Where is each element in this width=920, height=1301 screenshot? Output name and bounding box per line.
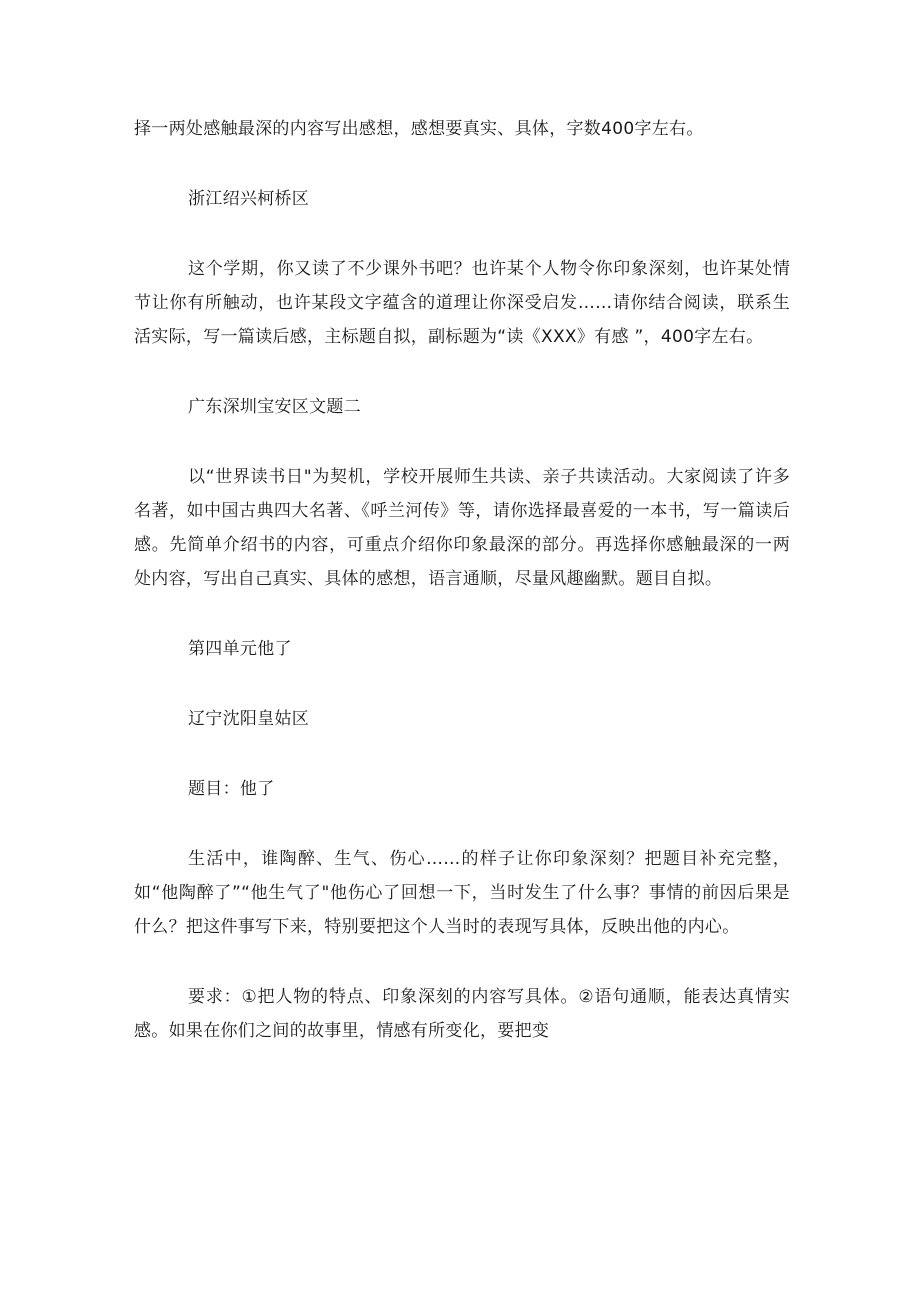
prompt-paragraph-liaoning: 生活中，谁陶醉、生气、伤心……的样子让你印象深刻？把题目补充完整，如“他陶醉了”“他生气了"他伤心了回想一下，当时发生了什么事？事情的前因后果是什么？把这件事写下来，特别要把这个人当时的表现写具体，反映出他的内心。	[134, 849, 790, 937]
paragraph-gap	[134, 944, 790, 980]
paragraph-gap	[134, 666, 790, 702]
paragraph-gap	[134, 354, 790, 390]
prompt-paragraph-guangdong: 以“世界读书日"为契机，学校开展师生共读、亲子共读活动。大家阅读了许多名著，如中国古典四大名著、《呼兰河传》等，请你选择最喜爱的一本书，写一篇读后感。先简单介绍书的内容，可重点介绍你印象最深的部分。再选择你感触最深的一两处内容，写出自己真实、具体的感想，语言通顺，尽量风趣幽默。题目自拟。	[134, 467, 790, 589]
prompt-paragraph-zhejiang: 这个学期，你又读了不少课外书吧？也许某个人物令你印象深刻，也许某处情节让你有所触动，也许某段文字蕴含的道理让你深受启发……请你结合阅读，联系生活实际，写一篇读后感，主标题自拟，副标题为“读《XXX》有感 ”，400字左右。	[134, 259, 790, 347]
region-heading-zhejiang: 浙江绍兴柯桥区	[188, 189, 310, 209]
paragraph-gap	[134, 216, 790, 252]
requirements-paragraph: 要求：①把人物的特点、印象深刻的内容写具体。②语句通顺，能表达真情实感。如果在你们之间的故事里，情感有所变化，要把变	[134, 987, 790, 1041]
unit-heading: 第四单元他了	[188, 639, 292, 659]
region-heading-liaoning: 辽宁沈阳皇姑区	[188, 709, 310, 729]
paragraph-continuation: 择一两处感触最深的内容写出感想，感想要真实、具体，字数400字左右。	[134, 119, 704, 139]
paragraph-gap	[134, 596, 790, 632]
paragraph-gap	[134, 736, 790, 772]
paragraph-gap	[134, 146, 790, 182]
region-heading-guangdong: 广东深圳宝安区文题二	[188, 397, 361, 417]
paragraph-gap	[134, 424, 790, 460]
document-body	[134, 112, 790, 1048]
topic-title: 题目：他了	[188, 779, 275, 799]
paragraph-gap	[134, 806, 790, 842]
